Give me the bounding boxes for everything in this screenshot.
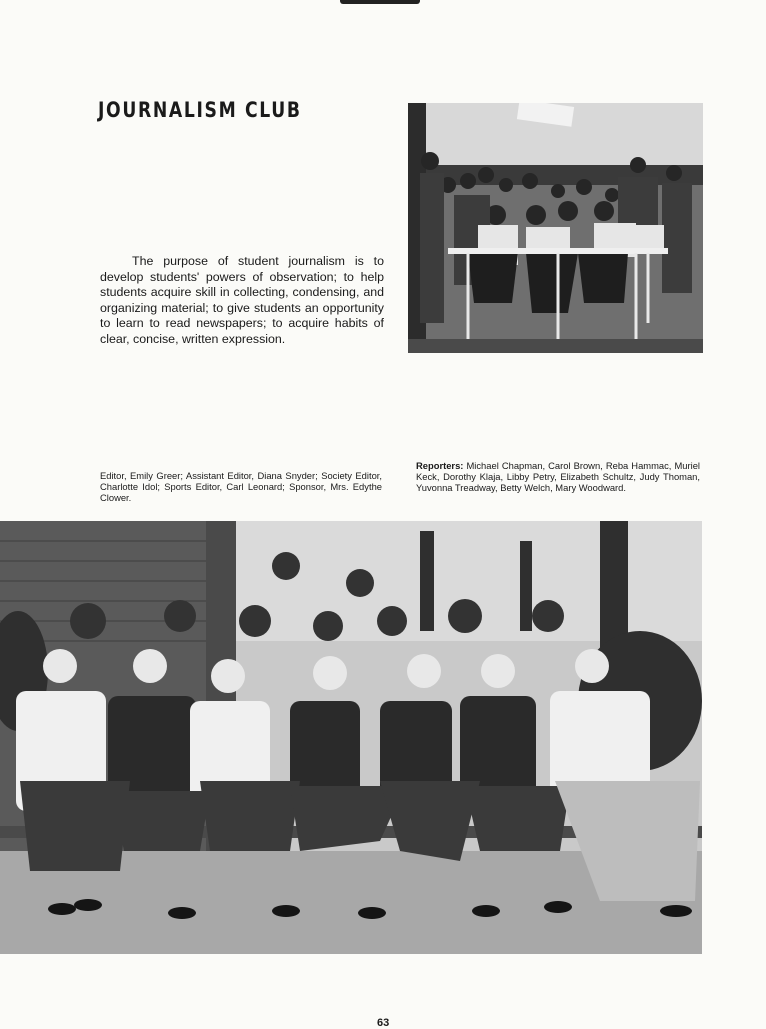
reporters-label: Reporters: <box>416 460 464 471</box>
group-photo-image <box>0 521 702 954</box>
classroom-photo-image <box>408 103 703 353</box>
reporters-caption <box>416 460 700 494</box>
editors-caption: Editor, Emily Greer; Assistant Editor, Diana Snyder; Society Editor, Charlotte Idol; Sports Editor, Carl Leonard; Sponsor, Mrs. Edythe Clower. <box>100 470 382 504</box>
classroom-photo <box>408 103 703 353</box>
group-photo <box>0 521 702 954</box>
reporters-list: Michael Chapman, Carol Brown, Reba Hammac, Muriel Keck, Dorothy Klaja, Libby Petry, Elizabeth Schultz, Judy Thoman, Yuvonna Treadway, Betty Welch, Mary Woodward. <box>416 460 700 494</box>
page-number: 63 <box>377 1017 390 1029</box>
scan-artifact <box>340 0 420 4</box>
purpose-paragraph: The purpose of student journalism is to develop students' powers of observation; to help students acquire skill in collecting, condensing, and organizing material; to give students an opportunity to learn to read newspapers; to acquire habits of clear, concise, written expression. <box>100 254 384 346</box>
page-title: JOURNALISM CLUB <box>98 98 302 122</box>
